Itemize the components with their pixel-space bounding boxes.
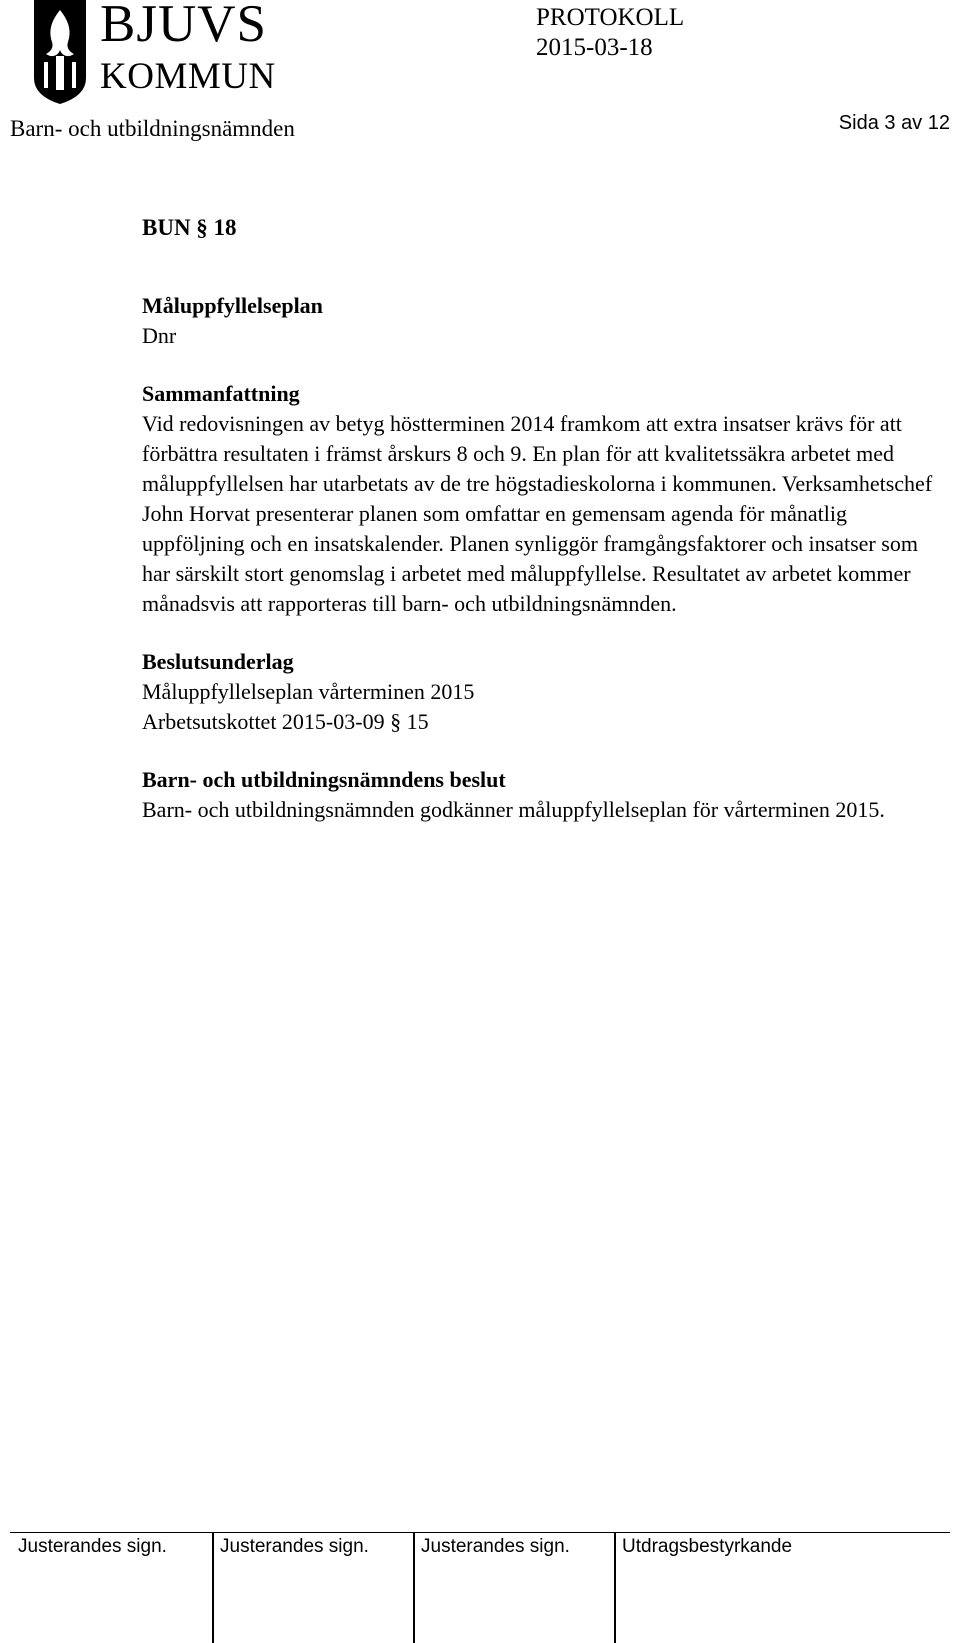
logo-wordmark-top: BJUVS	[100, 0, 268, 53]
footer-column-separator	[413, 1532, 415, 1643]
summary-text: Vid redovisningen av betyg höstterminen 2014 framkom att extra insatser krävs för att förbättra resultaten i främst årskurs 8 och 9. En plan för att kvalitetssäkra arbetet med måluppfyllelsen har utarbetats av de tre högstadieskolorna i kommunen. Verksamhetschef John Horvat presenterar planen som omfattar en gemensam agenda för månatlig uppföljning och en insatskalender. Planen synliggör framgångsfaktorer och insatser som har särskilt stort genomslag i arbetet med måluppfyllelse. Resultatet av arbetet kommer månadsvis att rapporteras till barn- och utbildningsnämnden.	[142, 411, 933, 616]
decision-heading: Barn- och utbildningsnämndens beslut	[142, 767, 506, 792]
footer-divider	[10, 1532, 950, 1533]
committee-name: Barn- och utbildningsnämnden	[10, 116, 295, 141]
basis-heading: Beslutsunderlag	[142, 649, 294, 674]
page-number: Sida 3 av 12	[838, 112, 950, 134]
decision-block	[142, 765, 942, 825]
decision-text: Barn- och utbildningsnämnden godkänner måluppfyllelseplan för vårterminen 2015.	[142, 797, 885, 822]
footer-signature-label: Justerandes sign.	[18, 1536, 167, 1557]
logo-wordmark-bottom: KOMMUN	[100, 56, 276, 97]
basis-block	[142, 647, 942, 737]
footer-certification-label: Utdragsbestyrkande	[622, 1536, 793, 1557]
minutes-section	[142, 213, 942, 853]
section-title: Måluppfyllelseplan	[142, 293, 323, 318]
footer-column-separator	[212, 1532, 214, 1643]
municipality-logo	[30, 0, 276, 104]
registration-number: Dnr	[142, 323, 177, 348]
document-type: PROTOKOLL	[536, 4, 685, 31]
title-block	[142, 291, 942, 351]
footer-column-separator	[614, 1532, 616, 1643]
basis-item: Arbetsutskottet 2015-03-09 § 15	[142, 709, 429, 734]
summary-heading: Sammanfattning	[142, 381, 300, 406]
footer-signature-label: Justerandes sign.	[220, 1536, 369, 1557]
document-date: 2015-03-18	[536, 34, 653, 61]
section-number: BUN § 18	[142, 215, 237, 240]
summary-block	[142, 379, 942, 619]
footer-signature-label: Justerandes sign.	[421, 1536, 570, 1557]
basis-item: Måluppfyllelseplan vårterminen 2015	[142, 679, 475, 704]
torch-emblem-icon	[30, 0, 90, 104]
